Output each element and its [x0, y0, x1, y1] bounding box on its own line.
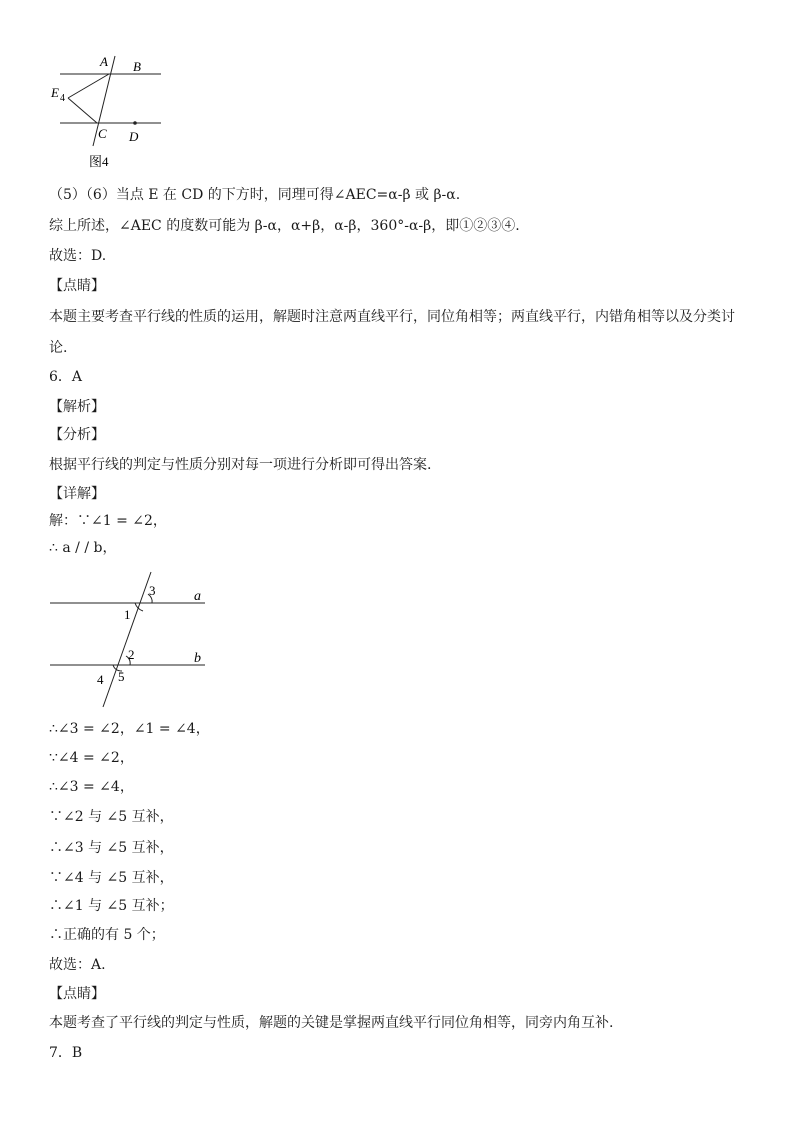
- figure-caption: 图4: [89, 154, 109, 169]
- label-3: 3: [149, 583, 156, 598]
- text-line-17: ∵∠2 与 ∠5 互补，: [49, 809, 174, 825]
- text-line-12: 解：∵∠1 = ∠2，: [49, 513, 167, 529]
- point-d: [133, 121, 137, 125]
- figure-4: [45, 50, 170, 175]
- label-e-subscript: 4: [60, 93, 65, 104]
- text-line-13: ∴ a / / b，: [49, 540, 117, 556]
- text-line-15: ∵∠4 = ∠2，: [49, 750, 134, 766]
- text-line-10: 根据平行线的判定与性质分别对每一项进行分析即可得出答案.: [49, 457, 432, 473]
- text-line-6: 论.: [49, 340, 68, 356]
- text-line-14: ∴∠3 = ∠2，∠1 = ∠4，: [49, 721, 210, 737]
- text-line-19: ∵∠4 与 ∠5 互补，: [49, 870, 174, 886]
- label-c: C: [98, 126, 107, 141]
- transversal-line: [103, 572, 151, 707]
- label-1: 1: [124, 607, 131, 622]
- text-line-24: 本题考查了平行线的判定与性质，解题的关键是掌握两直线平行同位角相等，同旁内角互补.: [49, 1015, 614, 1031]
- text-line-18: ∴∠3 与 ∠5 互补，: [49, 840, 174, 856]
- section-heading-dianjing-2: 【点睛】: [49, 986, 105, 1002]
- question-number-6: 6．A: [49, 369, 83, 385]
- segment-ec: [68, 98, 97, 123]
- question-number-7: 7．B: [49, 1045, 83, 1061]
- label-b: B: [133, 59, 141, 74]
- label-5: 5: [118, 669, 125, 684]
- segment-ae: [68, 74, 109, 98]
- section-heading-jiexi: 【解析】: [49, 399, 105, 415]
- text-line-1: （5）（6）当点 E 在 CD 的下方时，同理可得∠AEC=α-β 或 β-α.: [49, 187, 461, 203]
- label-2: 2: [128, 647, 135, 662]
- text-line-21: ∴正确的有 5 个；: [49, 927, 165, 943]
- text-line-20: ∴∠1 与 ∠5 互补；: [49, 898, 174, 914]
- label-b: b: [194, 651, 201, 666]
- section-heading-dianjing: 【点睛】: [49, 278, 105, 294]
- text-line-3: 故选：D.: [49, 248, 107, 264]
- label-4: 4: [97, 672, 104, 687]
- text-line-22: 故选：A.: [49, 957, 106, 973]
- label-a: A: [100, 54, 108, 69]
- text-line-2: 综上所述，∠AEC 的度数可能为 β-α，α+β，α-β，360°-α-β，即①②③④.: [49, 218, 520, 234]
- section-heading-xiangjie: 【详解】: [49, 486, 105, 502]
- section-heading-fenxi: 【分析】: [49, 427, 105, 443]
- text-line-5: 本题主要考查平行线的性质的运用，解题时注意两直线平行，同位角相等；两直线平行，内错角相等以及分类讨: [49, 309, 735, 325]
- parallel-lines-figure: [45, 567, 210, 712]
- label-d: D: [129, 129, 139, 144]
- text-line-16: ∴∠3 = ∠4，: [49, 779, 134, 795]
- label-e: E: [51, 85, 59, 100]
- label-a: a: [194, 589, 201, 604]
